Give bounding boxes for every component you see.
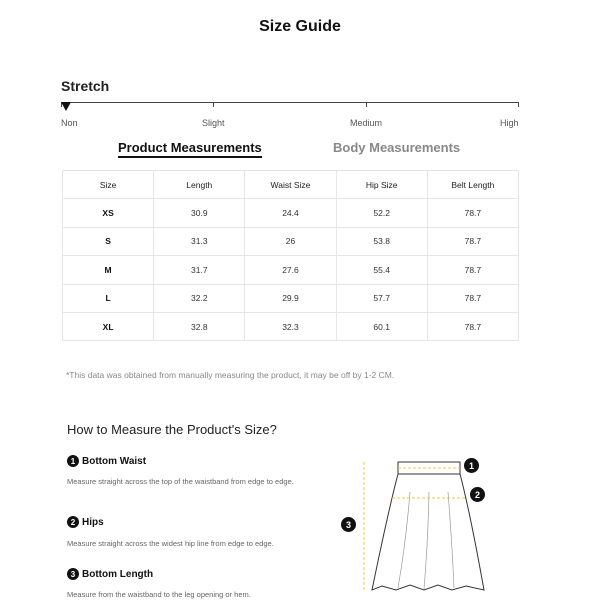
table-cell: 53.8: [336, 227, 427, 255]
stretch-selected-marker: [61, 102, 71, 111]
table-cell: 78.7: [427, 312, 518, 340]
table-cell: 57.7: [336, 284, 427, 312]
table-header-row: [63, 171, 519, 199]
tab-body-measurements[interactable]: Body Measurements: [333, 140, 461, 155]
stretch-label-high: High: [500, 118, 519, 128]
column-header: Hip Size: [336, 171, 427, 199]
table-cell: 31.3: [154, 227, 245, 255]
skirt-measurement-diagram: [338, 452, 498, 600]
table-cell: 78.7: [427, 284, 518, 312]
stretch-tick: [213, 102, 214, 107]
table-cell: 60.1: [336, 312, 427, 340]
stretch-label-non: Non: [61, 118, 78, 128]
stretch-label-medium: Medium: [350, 118, 383, 128]
measure-item-heading: [67, 568, 153, 580]
size-table: [62, 170, 519, 341]
number-1-icon: 1: [67, 455, 79, 467]
table-cell: 32.3: [245, 312, 336, 340]
table-cell: 32.2: [154, 284, 245, 312]
table-row: [63, 312, 519, 340]
measure-item-description: Measure straight across the top of the waistband from edge to edge.: [67, 477, 294, 486]
measure-item-description: Measure from the waistband to the leg opening or hem.: [67, 590, 251, 599]
table-cell: 78.7: [427, 199, 518, 227]
number-1-icon: 1: [464, 458, 479, 473]
measurement-note: *This data was obtained from manually measuring the product, it may be off by 1-2 CM.: [66, 370, 395, 380]
measure-item-description: Measure straight across the widest hip line from edge to edge.: [67, 539, 274, 548]
number-3-icon: 3: [341, 517, 356, 532]
column-header: Size: [63, 171, 154, 199]
table-cell: 24.4: [245, 199, 336, 227]
table-cell: 29.9: [245, 284, 336, 312]
measure-item-title: Bottom Waist: [82, 455, 147, 467]
stretch-tick: [366, 102, 367, 107]
stretch-tick: [518, 102, 519, 107]
size-cell: XL: [63, 312, 154, 340]
number-2-icon: 2: [470, 487, 485, 502]
column-header: Belt Length: [427, 171, 518, 199]
size-cell: M: [63, 256, 154, 284]
measure-item-heading: [67, 516, 104, 528]
how-to-measure-title: How to Measure the Product's Size?: [67, 422, 277, 437]
number-3-icon: 3: [67, 568, 79, 580]
table-cell: 55.4: [336, 256, 427, 284]
stretch-scale-track: [61, 102, 519, 103]
number-2-icon: 2: [67, 516, 79, 528]
table-cell: 31.7: [154, 256, 245, 284]
measure-item-heading: [67, 455, 146, 467]
size-cell: S: [63, 227, 154, 255]
size-cell: L: [63, 284, 154, 312]
column-header: Waist Size: [245, 171, 336, 199]
table-cell: 52.2: [336, 199, 427, 227]
size-cell: XS: [63, 199, 154, 227]
stretch-label-slight: Slight: [202, 118, 225, 128]
table-cell: 32.8: [154, 312, 245, 340]
table-cell: 27.6: [245, 256, 336, 284]
table-cell: 78.7: [427, 227, 518, 255]
column-header: Length: [154, 171, 245, 199]
stretch-title: Stretch: [61, 78, 110, 94]
table-cell: 26: [245, 227, 336, 255]
table-row: [63, 284, 519, 312]
page-title: Size Guide: [259, 18, 341, 35]
table-cell: 78.7: [427, 256, 518, 284]
measure-item-title: Bottom Length: [82, 568, 154, 580]
skirt-illustration: [338, 452, 498, 600]
table-row: [63, 227, 519, 255]
table-cell: 30.9: [154, 199, 245, 227]
table-row: [63, 256, 519, 284]
table-row: [63, 199, 519, 227]
measure-item-title: Hips: [82, 516, 104, 528]
tab-product-measurements[interactable]: Product Measurements: [118, 140, 262, 158]
